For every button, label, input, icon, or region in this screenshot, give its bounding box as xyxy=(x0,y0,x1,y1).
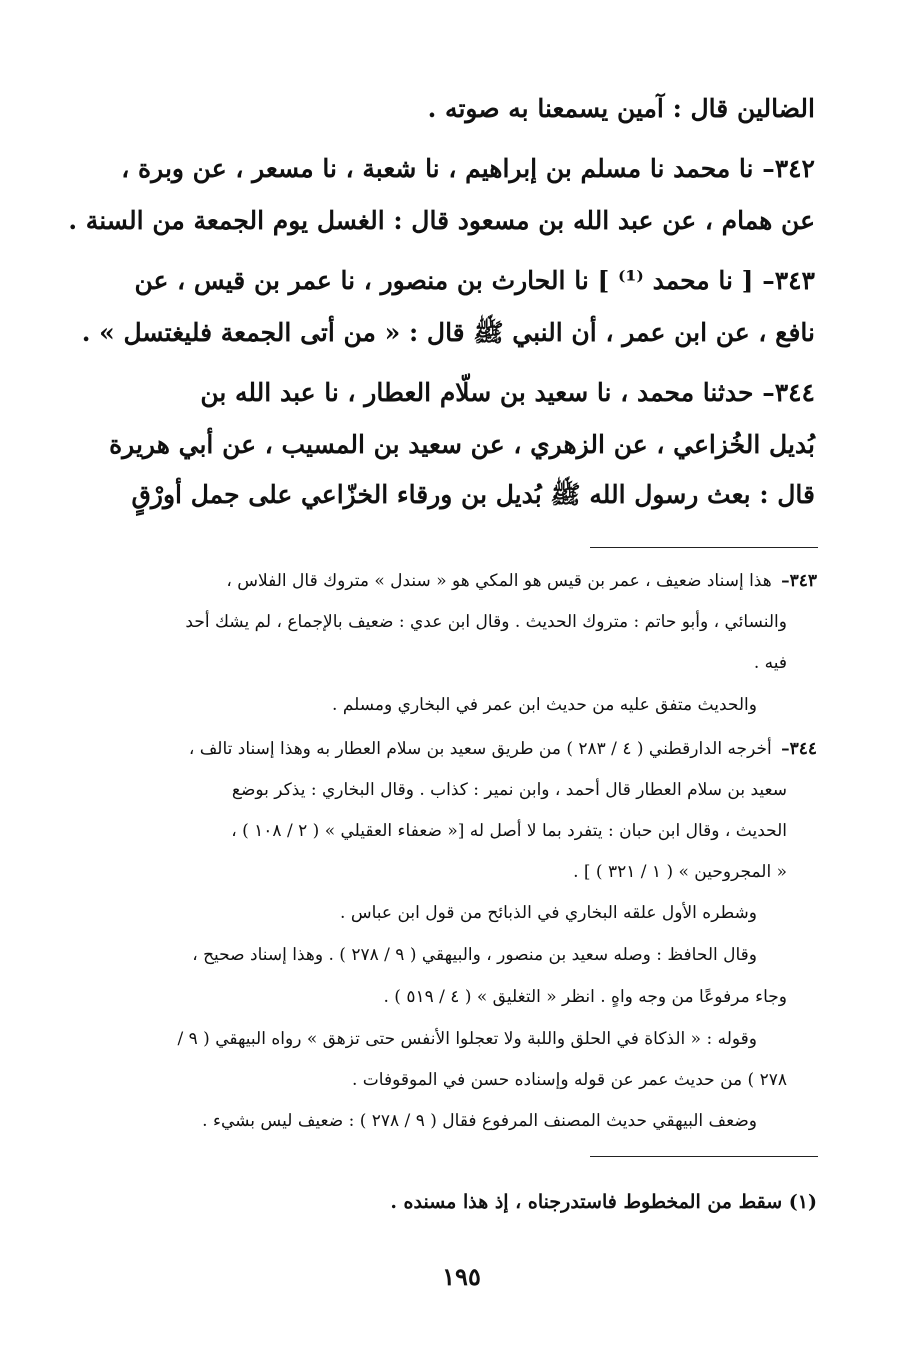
page-number: ١٩٥ xyxy=(442,1262,481,1291)
note-344-line-9: ٢٧٨ ) من حديث عمر عن قوله وإسناده حسن في الموقوفات . xyxy=(351,1070,787,1090)
footnote: (١) سقط من المخطوط فاستدرجناه ، إذ هذا مسنده . xyxy=(390,1191,817,1213)
hadith-number-342: ٣٤٢– نا xyxy=(738,154,815,183)
note-344-line-2: سعيد بن سلام العطار قال أحمد ، وابن نمير : كذاب . وقال البخاري : يذكر بوضع xyxy=(231,780,787,800)
main-line-1: الضالين قال : آمين يسمعنا به صوته . xyxy=(427,94,815,123)
hadith-number-344: ٣٤٤– حدثنا محمد xyxy=(636,378,815,407)
hadith-number-343: ٣٤٣– [ نا محمد xyxy=(652,266,815,295)
note-344-line-3: الحديث ، وقال ابن حبان : يتفرد بما لا أصل له [« ضعفاء العقيلي » ( ٢ / ١٠٨ ) ، xyxy=(231,821,787,841)
note-343-line-2: والنسائي ، وأبو حاتم : متروك الحديث . وقال ابن عدي : ضعيف بالإجماع ، لم يشك أحد xyxy=(185,612,787,632)
note-344-line-4: « المجروحين » ( ١ / ٣٢١ ) ] . xyxy=(573,862,787,882)
note-344-line-8: وقوله : « الذكاة في الحلق واللبة ولا تعجلوا الأنفس حتى تزهق » رواه البيهقي ( ٩ / xyxy=(177,1029,757,1049)
note-343-line-1: ٣٤٣– هذا إسناد ضعيف ، عمر بن قيس هو المكي هو « سندل » متروك قال الفلاس ، xyxy=(226,571,817,591)
note-344-line-7: وجاء مرفوعًا من وجه واهٍ . انظر « التغليق » ( ٤ / ٥١٩ ) . xyxy=(383,987,787,1007)
notes-divider xyxy=(590,547,818,548)
note-343-line-4: والحديث متفق عليه من حديث ابن عمر في البخاري ومسلم . xyxy=(332,695,757,715)
footnote-divider xyxy=(590,1156,818,1157)
hadith-343-line-1: ٣٤٣– [ نا محمد ⁽¹⁾ ] نا الحارث بن منصور ، نا عمر بن قيس ، عن xyxy=(134,266,815,295)
note-344-line-5: وشطره الأول علقه البخاري في الذبائح من قول ابن عباس . xyxy=(340,903,757,923)
hadith-343-line-2: نافع ، عن ابن عمر ، أن النبي ﷺ قال : « من أتى الجمعة فليغتسل » . xyxy=(81,318,815,347)
hadith-342-line-1: ٣٤٢– نا محمد نا مسلم بن إبراهيم ، نا شعبة ، نا مسعر ، عن وبرة ، xyxy=(121,154,815,183)
hadith-344-line-1: ٣٤٤– حدثنا محمد ، نا سعيد بن سلّام العطار ، نا عبد الله بن xyxy=(200,378,815,407)
hadith-344-line-3: قال : بعث رسول الله ﷺ بُديل بن ورقاء الخزّاعي على جمل أورْقٍ xyxy=(131,480,815,509)
hadith-342-line-2: عن همام ، عن عبد الله بن مسعود قال : الغسل يوم الجمعة من السنة . xyxy=(68,206,815,235)
note-344-line-6: وقال الحافظ : وصله سعيد بن منصور ، والبيهقي ( ٩ / ٢٧٨ ) . وهذا إسناد صحيح ، xyxy=(192,945,757,965)
note-344-line-10: وضعف البيهقي حديث المصنف المرفوع فقال ( ٩ / ٢٧٨ ) : ضعيف ليس بشيء . xyxy=(202,1111,757,1131)
note-343-line-3: فيه . xyxy=(753,653,787,673)
note-344-line-1: ٣٤٤– أخرجه الدارقطني ( ٤ / ٢٨٣ ) من طريق سعيد بن سلام العطار به وهذا إسناد تالف ، xyxy=(188,739,817,759)
hadith-344-line-2: بُديل الخُزاعي ، عن الزهري ، عن سعيد بن المسيب ، عن أبي هريرة xyxy=(109,430,815,459)
